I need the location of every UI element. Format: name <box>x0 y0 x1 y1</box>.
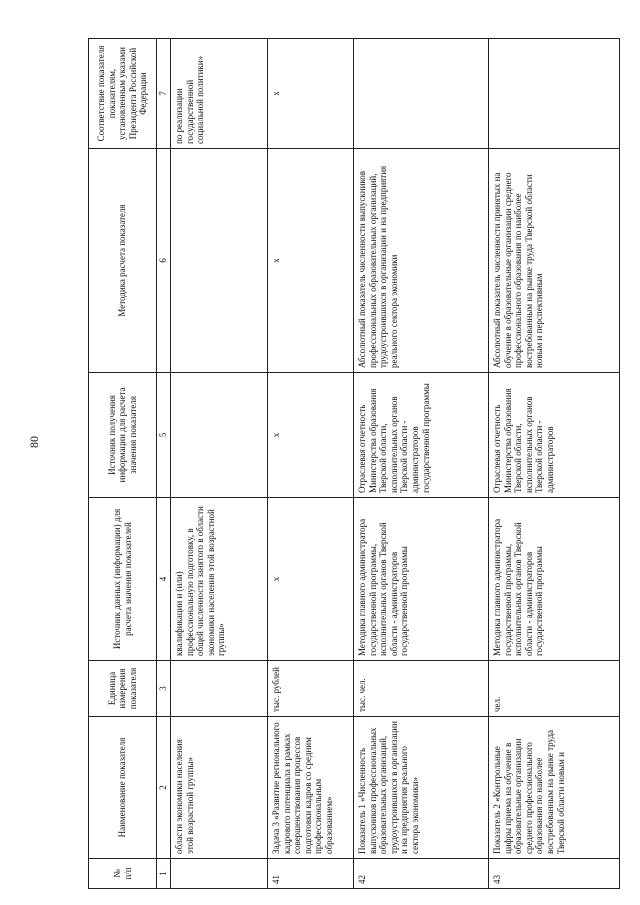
row-conformity: по реализации государственной социальной политики» <box>171 39 268 149</box>
indicator-table <box>88 38 620 889</box>
column-number: 4 <box>157 498 171 661</box>
column-number: 7 <box>157 39 171 149</box>
header-name: Наименование показателя <box>89 717 157 859</box>
header-unit: Единица измерения показателя <box>89 661 157 717</box>
header-row <box>89 39 157 889</box>
column-number: 5 <box>157 373 171 498</box>
row-info-source: Отраслевая отчетность Министерства образования Тверской области, исполнительных органов Тверской области - администраторов <box>489 373 620 498</box>
column-number: 2 <box>157 717 171 859</box>
row-unit: тыс. чел. <box>354 661 489 717</box>
column-number: 6 <box>157 149 171 373</box>
header-data-source: Источник данных (информации) для расчета значения показателей <box>89 498 157 661</box>
table-row <box>489 39 620 889</box>
row-num: 42 <box>354 859 489 889</box>
row-name: области экономики населения этой возрастной группы» <box>171 717 268 859</box>
table-row <box>354 39 489 889</box>
row-num <box>171 859 268 889</box>
column-number: 1 <box>157 859 171 889</box>
table-row <box>268 39 354 889</box>
row-data-source: Методика главного администратора государственной программы, исполнительных органов Тверской области - администраторов государственной программы <box>354 498 489 661</box>
row-unit <box>171 661 268 717</box>
row-conformity: х <box>268 39 354 149</box>
row-method: Абсолютный показатель численности принятых на обучение в образовательные организации среднего профессионального образования по наиболее востребованным на рынке труда Тверской области новым и перспективным <box>489 149 620 373</box>
row-data-source: х <box>268 498 354 661</box>
indicator-table-rotated <box>88 39 619 889</box>
row-info-source: Отраслевая отчетность Министерства образования Тверской области, исполнительных органов Тверской области - администраторов государственной программы <box>354 373 489 498</box>
header-method: Методика расчета показателя <box>89 149 157 373</box>
header-info-source: Источник получения информации для расчета значения показателя <box>89 373 157 498</box>
row-method <box>171 149 268 373</box>
row-name: Показатель 1 «Численность выпускников профессиональных образовательных организаций, трудоустроившихся в организации и на предприятия реального сектора экономики» <box>354 717 489 859</box>
row-data-source: квалификации и (или) профессиональную подготовку, в общей численности занятого в области экономики населения этой возрастной группы» <box>171 498 268 661</box>
row-name: Задача 3 «Развитие регионального кадрового потенциала в рамках совершенствования процессов подготовки кадров со средним профессиональным образованием» <box>268 717 354 859</box>
header-num: № п/п <box>89 859 157 889</box>
row-data-source: Методика главного администратора государственной программы, исполнительных органов Тверской области - администраторов государственной программы <box>489 498 620 661</box>
column-number: 3 <box>157 661 171 717</box>
row-info-source <box>171 373 268 498</box>
row-name: Показатель 2 «Контрольные цифры приема на обучение в образовательные организации среднего профессионального образования по наиболее востребованным на рынке труда Тверской области новым и <box>489 717 620 859</box>
header-conformity: Соответствие показателя показателям, установленным указами Президента Российской Федерации <box>89 39 157 149</box>
table-row <box>171 39 268 889</box>
row-method: х <box>268 149 354 373</box>
row-conformity <box>489 39 620 149</box>
column-number-row <box>157 39 171 889</box>
row-conformity <box>354 39 489 149</box>
row-num: 43 <box>489 859 620 889</box>
row-num: 41 <box>268 859 354 889</box>
page-number: 80 <box>27 436 41 448</box>
row-info-source: х <box>268 373 354 498</box>
row-unit: чел. <box>489 661 620 717</box>
row-method: Абсолютный показатель численности выпускников профессиональных образовательных организаций, трудоустроившихся в организации и на предприятия реального сектора экономики <box>354 149 489 373</box>
row-unit: тыс. рублей <box>268 661 354 717</box>
